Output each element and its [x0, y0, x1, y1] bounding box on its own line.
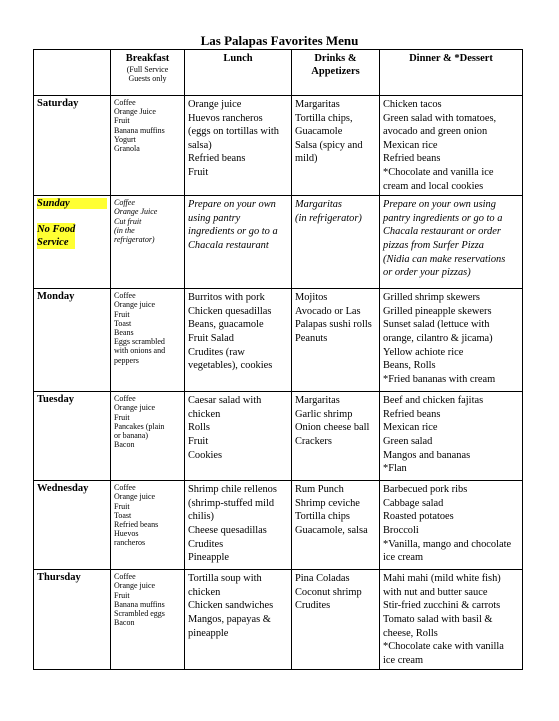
drinks-item: Avocado or Las — [295, 305, 361, 317]
sunday-dinner-item: or order your pizzas) — [383, 267, 471, 279]
menu-row-tuesday — [34, 392, 523, 481]
drinks-item: Rum Punch — [295, 484, 344, 496]
menu-title: Las Palapas Favorites Menu — [200, 33, 359, 48]
breakfast-cell-sunday — [111, 196, 185, 289]
lunch-item: Rolls — [188, 422, 210, 434]
breakfast-item: Orange juice — [114, 492, 156, 502]
menu-row-sunday — [34, 196, 523, 289]
dinner-item: Grilled pineapple skewers — [383, 305, 492, 317]
lunch-item: pineapple — [188, 627, 229, 639]
sunday-breakfast-item: Coffee — [114, 198, 135, 208]
lunch-item: chicken — [188, 586, 221, 598]
drinks-item: Guacamole — [295, 126, 343, 138]
dinner-item: Green salad — [383, 435, 433, 447]
header-lunch: Lunch — [185, 50, 292, 96]
dinner-item: Mahi mahi (mild white fish) — [383, 573, 501, 585]
dinner-cell — [380, 392, 523, 481]
dinner-item: with nut and butter sauce — [383, 586, 488, 598]
sunday-dinner-item: (Nidia can make reservations — [383, 253, 506, 265]
breakfast-item: Orange juice — [114, 581, 156, 591]
lunch-item: Burritos with pork — [188, 292, 265, 304]
drinks-item: Tortilla chips — [295, 511, 350, 523]
sunday-lunch-item: using pantry — [188, 212, 241, 224]
dinner-item: *Fried bananas with cream — [383, 373, 496, 385]
dinner-item: *Chocolate and vanilla ice — [383, 166, 494, 178]
menu-table — [33, 49, 523, 670]
breakfast-item: Bacon — [114, 440, 135, 450]
breakfast-cell — [111, 96, 185, 196]
dinner-cell-sunday — [380, 196, 523, 289]
header-drinks — [292, 50, 380, 96]
breakfast-item: Fruit — [114, 116, 130, 126]
dinner-item: Yellow achiote rice — [383, 346, 464, 358]
dinner-item: orange, cilantro & jicama) — [383, 332, 493, 344]
dinner-item: Stir-fried zucchini & carrots — [383, 600, 501, 612]
dinner-item: *Chocolate cake with vanilla — [383, 641, 504, 653]
dinner-item: *Flan — [383, 463, 407, 475]
drinks-cell — [292, 570, 380, 670]
dinner-item: cheese, Rolls — [383, 627, 438, 639]
lunch-cell — [185, 289, 292, 392]
drinks-cell — [292, 289, 380, 392]
drinks-item: Palapas sushi rolls — [295, 319, 372, 331]
drinks-item: Crackers — [295, 435, 332, 447]
dinner-item: Tomato salad with basil & — [383, 613, 493, 625]
breakfast-item: Coffee — [114, 572, 136, 582]
dinner-item: ice cream — [383, 654, 424, 666]
lunch-item: Caesar salad with — [188, 395, 262, 407]
lunch-item: Chicken sandwiches — [188, 600, 274, 612]
dinner-item: Mexican rice — [383, 139, 438, 151]
drinks-item: Mojitos — [295, 292, 328, 304]
sunday-dinner-item: Prepare on your own using — [383, 199, 496, 211]
drinks-cell-sunday — [292, 196, 380, 289]
menu-row-wednesday — [34, 481, 523, 570]
dinner-cell — [380, 96, 523, 196]
sunday-day-label: Sunday — [37, 198, 107, 209]
sunday-lunch-item: ingredients or go to a — [188, 226, 278, 238]
breakfast-cell — [111, 570, 185, 670]
lunch-cell — [185, 96, 292, 196]
header-drinks-line-2: Appetizers — [311, 66, 360, 77]
lunch-item: chilis) — [188, 511, 214, 523]
dinner-item: Barbecued pork ribs — [383, 484, 468, 496]
lunch-item: Crudites — [188, 538, 224, 550]
sunday-dinner-item: pizzas from Surfer Pizza — [383, 239, 484, 251]
breakfast-item: Eggs scrambled — [114, 337, 165, 347]
breakfast-item: Granola — [114, 144, 140, 154]
breakfast-item: Fruit — [114, 309, 130, 319]
day-cell: Tuesday — [34, 392, 111, 481]
breakfast-item: Orange juice — [114, 300, 156, 310]
drinks-item: Margaritas — [295, 395, 340, 407]
breakfast-item: Scrambled eggs — [114, 608, 165, 618]
day-cell: Thursday — [34, 570, 111, 670]
breakfast-item: Toast — [114, 510, 132, 520]
breakfast-item: Coffee — [114, 483, 136, 493]
breakfast-item: peppers — [114, 355, 139, 365]
day-cell: Wednesday — [34, 481, 111, 570]
drinks-cell — [292, 96, 380, 196]
lunch-item: (eggs on tortillas with — [188, 126, 279, 138]
drinks-item: Crudites — [295, 600, 331, 612]
drinks-item: Pina Coladas — [295, 573, 350, 585]
breakfast-item: Coffee — [114, 291, 136, 301]
menu-row-thursday — [34, 570, 523, 670]
breakfast-item: Fruit — [114, 590, 130, 600]
drinks-cell — [292, 481, 380, 570]
lunch-item: Chicken quesadillas — [188, 305, 272, 317]
breakfast-item: Bacon — [114, 618, 135, 628]
dinner-item: Grilled shrimp skewers — [383, 292, 480, 304]
header-breakfast — [111, 50, 185, 96]
breakfast-item: with onions and — [114, 346, 166, 356]
lunch-item: Fruit — [188, 166, 209, 178]
no-food-service-line-2: Service — [37, 237, 69, 249]
dinner-item: Mangos and bananas — [383, 449, 471, 461]
lunch-item: salsa) — [188, 139, 212, 151]
breakfast-cell — [111, 481, 185, 570]
header-breakfast-label: Breakfast — [125, 53, 170, 64]
breakfast-item: Coffee — [114, 394, 136, 404]
drinks-item: Coconut shrimp — [295, 586, 362, 598]
breakfast-cell — [111, 289, 185, 392]
dinner-cell — [380, 289, 523, 392]
sunday-drinks-item: Margaritas — [295, 199, 342, 211]
dinner-item: Refried beans — [383, 153, 441, 165]
sunday-drinks-item: (in refrigerator) — [295, 212, 362, 224]
lunch-item: Cookies — [188, 449, 223, 461]
dinner-item: Sunset salad (lettuce with — [383, 319, 490, 331]
sunday-breakfast-item: Orange Juice — [114, 207, 158, 217]
dinner-item: Chicken tacos — [383, 99, 442, 110]
breakfast-item: rancheros — [114, 538, 146, 548]
header-row — [34, 50, 523, 96]
lunch-item: Crudites (raw — [188, 346, 245, 358]
header-drinks-line-1: Drinks & — [314, 53, 357, 64]
lunch-item: Refried beans — [188, 153, 246, 165]
lunch-item: Orange juice — [188, 99, 242, 110]
breakfast-item: Huevos — [114, 529, 139, 539]
drinks-item: Tortilla chips, — [295, 112, 353, 124]
dinner-item: Refried beans — [383, 408, 441, 420]
drinks-item: Guacamole, salsa — [295, 524, 368, 536]
breakfast-item: or banana) — [114, 430, 148, 440]
dinner-item: Broccoli — [383, 524, 419, 536]
sunday-breakfast-item: refrigerator) — [114, 234, 155, 244]
breakfast-item: Orange juice — [114, 403, 156, 413]
dinner-cell — [380, 570, 523, 670]
breakfast-item: Refried beans — [114, 519, 159, 529]
no-food-service-note — [37, 223, 75, 249]
lunch-item: Huevos rancheros — [188, 112, 263, 124]
day-cell: Monday — [34, 289, 111, 392]
lunch-item: Cheese quesadillas — [188, 524, 267, 536]
drinks-cell — [292, 392, 380, 481]
header-breakfast-note-1: (Full Service — [126, 65, 169, 74]
drinks-item: Salsa (spicy and — [295, 139, 363, 151]
breakfast-item: Pancakes (plain — [114, 421, 165, 431]
breakfast-cell — [111, 392, 185, 481]
menu-row-saturday — [34, 96, 523, 196]
no-food-service-line-1: No Food — [37, 224, 76, 236]
sunday-breakfast-item: Cut fruit — [114, 216, 142, 226]
day-cell-sunday — [34, 196, 111, 289]
header-dinner: Dinner & *Dessert — [380, 50, 523, 96]
menu-row-monday — [34, 289, 523, 392]
lunch-item: Mangos, papayas & — [188, 613, 271, 625]
dinner-cell — [380, 481, 523, 570]
lunch-item: Tortilla soup with — [188, 573, 262, 585]
breakfast-item: Banana muffins — [114, 125, 165, 135]
sunday-lunch-item: Prepare on your own — [188, 199, 276, 211]
dinner-item: Beef and chicken fajitas — [383, 395, 484, 407]
breakfast-item: Fruit — [114, 412, 130, 422]
lunch-item: Shrimp chile rellenos — [188, 484, 277, 496]
breakfast-item: Coffee — [114, 98, 136, 107]
sunday-dinner-item: Chacala restaurant or order — [383, 226, 501, 238]
breakfast-item: Beans — [114, 327, 134, 337]
drinks-item: Shrimp ceviche — [295, 497, 360, 509]
sunday-lunch-item: Chacala restaurant — [188, 239, 269, 251]
drinks-item: mild) — [295, 153, 318, 165]
lunch-cell — [185, 570, 292, 670]
day-cell: Saturday — [34, 96, 111, 196]
breakfast-item: Fruit — [114, 501, 130, 511]
breakfast-item: Toast — [114, 318, 132, 328]
lunch-item: vegetables), cookies — [188, 360, 273, 372]
lunch-cell-sunday — [185, 196, 292, 289]
lunch-item: Pineapple — [188, 552, 229, 564]
dinner-item: ice cream — [383, 552, 424, 564]
lunch-item: Beans, guacamole — [188, 319, 264, 331]
breakfast-item: Yogurt — [114, 134, 136, 144]
breakfast-item: Orange Juice — [114, 107, 156, 117]
dinner-item: avocado and green onion — [383, 126, 488, 138]
sunday-breakfast-item: (in the — [114, 225, 135, 235]
lunch-item: Fruit Salad — [188, 332, 234, 344]
drinks-item: Margaritas — [295, 99, 340, 110]
dinner-item: Roasted potatoes — [383, 511, 454, 523]
dinner-item: cream and local cookies — [383, 180, 484, 192]
lunch-cell — [185, 481, 292, 570]
header-day — [34, 50, 111, 96]
dinner-item: Cabbage salad — [383, 497, 444, 509]
drinks-item: Peanuts — [295, 332, 328, 344]
lunch-cell — [185, 392, 292, 481]
dinner-item: *Vanilla, mango and chocolate — [383, 538, 512, 550]
drinks-item: Onion cheese ball — [295, 422, 370, 434]
lunch-item: chicken — [188, 408, 221, 420]
sunday-dinner-item: pantry ingredients or go to a — [383, 212, 503, 224]
breakfast-item: Banana muffins — [114, 599, 165, 609]
lunch-item: (shrimp-stuffed mild — [188, 497, 275, 509]
dinner-item: Mexican rice — [383, 422, 438, 434]
dinner-item: Green salad with tomatoes, — [383, 112, 497, 124]
lunch-item: Fruit — [188, 435, 209, 447]
dinner-item: Beans, Rolls — [383, 360, 436, 372]
header-breakfast-note-2: Guests only — [128, 74, 167, 83]
drinks-item: Garlic shrimp — [295, 408, 353, 420]
